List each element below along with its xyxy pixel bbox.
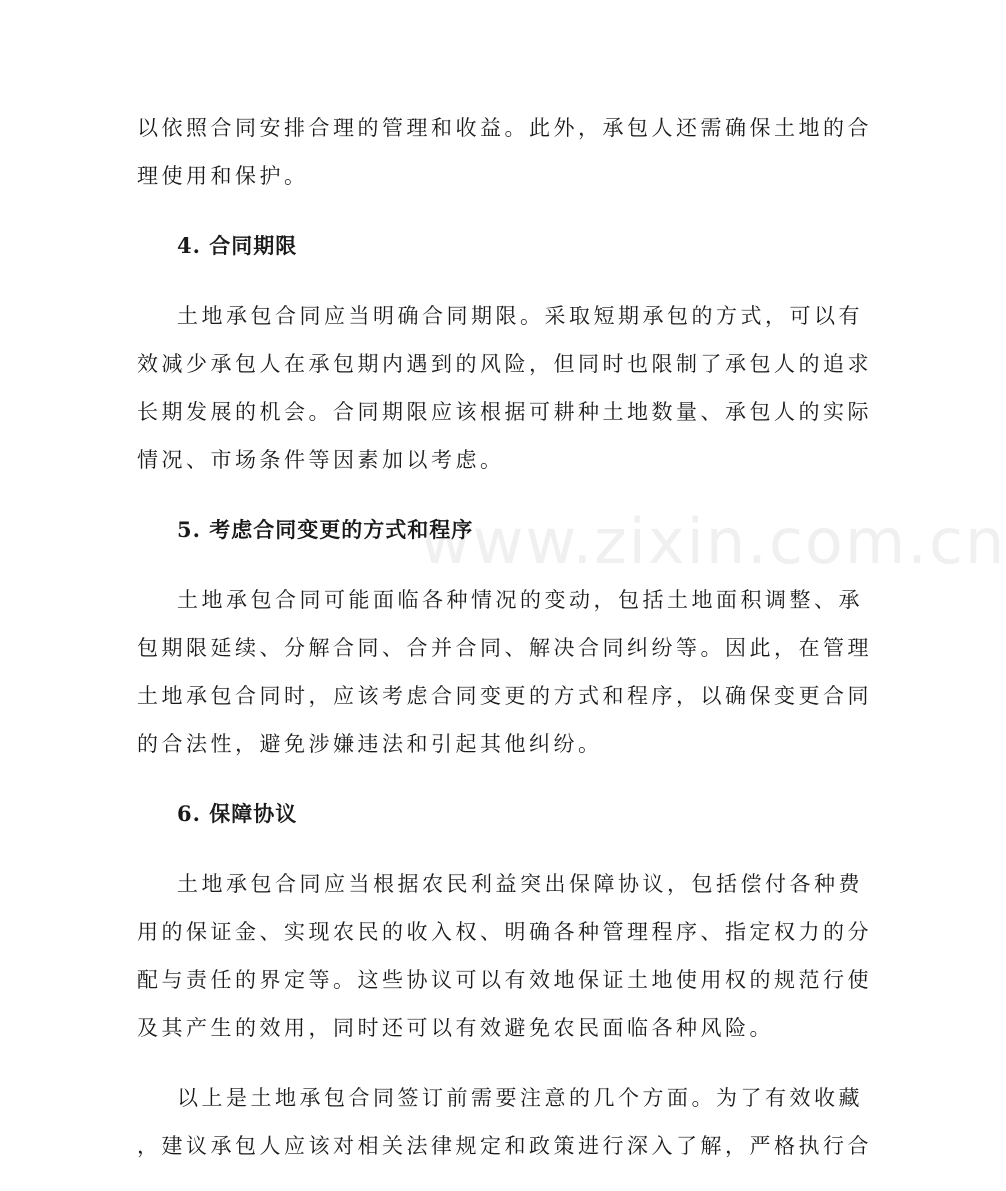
watermark: www.zixin.com.cn xyxy=(420,505,1006,578)
paragraph-line: 土地承包合同应当根据农民利益突出保障协议，包括偿付各种费 xyxy=(177,872,863,896)
paragraph-line: 以依照合同安排合理的管理和收益。此外，承包人还需确保土地的合 xyxy=(137,116,872,140)
paragraph-line: 土地承包合同可能面临各种情况的变动，包括土地面积调整、承 xyxy=(177,588,863,612)
paragraph-line: 土地承包合同时，应该考虑合同变更的方式和程序，以确保变更合同 xyxy=(137,684,872,708)
paragraph-section6 xyxy=(137,860,872,1052)
paragraph-line: 配与责任的界定等。这些协议可以有效地保证土地使用权的规范行使 xyxy=(137,968,872,992)
paragraph-line: 包期限延续、分解合同、合并合同、解决合同纠纷等。因此，在管理 xyxy=(137,636,872,660)
paragraph-line: 的合法性，避免涉嫌违法和引起其他纠纷。 xyxy=(137,732,603,756)
paragraph-section5 xyxy=(137,576,872,768)
paragraph-line: 及其产生的效用，同时还可以有效避免农民面临各种风险。 xyxy=(137,1016,774,1040)
paragraph-line: ，建议承包人应该对相关法律规定和政策进行深入了解，严格执行合 xyxy=(137,1134,872,1158)
paragraph-line: 理使用和保护。 xyxy=(137,164,309,188)
document-body xyxy=(137,104,872,1170)
section-heading-5: 5. 考虑合同变更的方式和程序 xyxy=(177,517,474,542)
paragraph-line: 效减少承包人在承包期内遇到的风险，但同时也限制了承包人的追求 xyxy=(137,352,872,376)
section-heading-6: 6. 保障协议 xyxy=(177,801,298,826)
paragraph-line: 土地承包合同应当明确合同期限。采取短期承包的方式，可以有 xyxy=(177,304,863,328)
paragraph-line: 以上是土地承包合同签订前需要注意的几个方面。为了有效收藏 xyxy=(177,1086,863,1110)
paragraph-line: 情况、市场条件等因素加以考虑。 xyxy=(137,448,505,472)
paragraph-intro xyxy=(137,104,872,200)
section-heading-4: 4. 合同期限 xyxy=(177,233,298,258)
paragraph-line: 长期发展的机会。合同期限应该根据可耕种土地数量、承包人的实际 xyxy=(137,400,872,424)
paragraph-line: 用的保证金、实现农民的收入权、明确各种管理程序、指定权力的分 xyxy=(137,920,872,944)
paragraph-conclusion xyxy=(137,1074,872,1170)
paragraph-section4 xyxy=(137,292,872,484)
